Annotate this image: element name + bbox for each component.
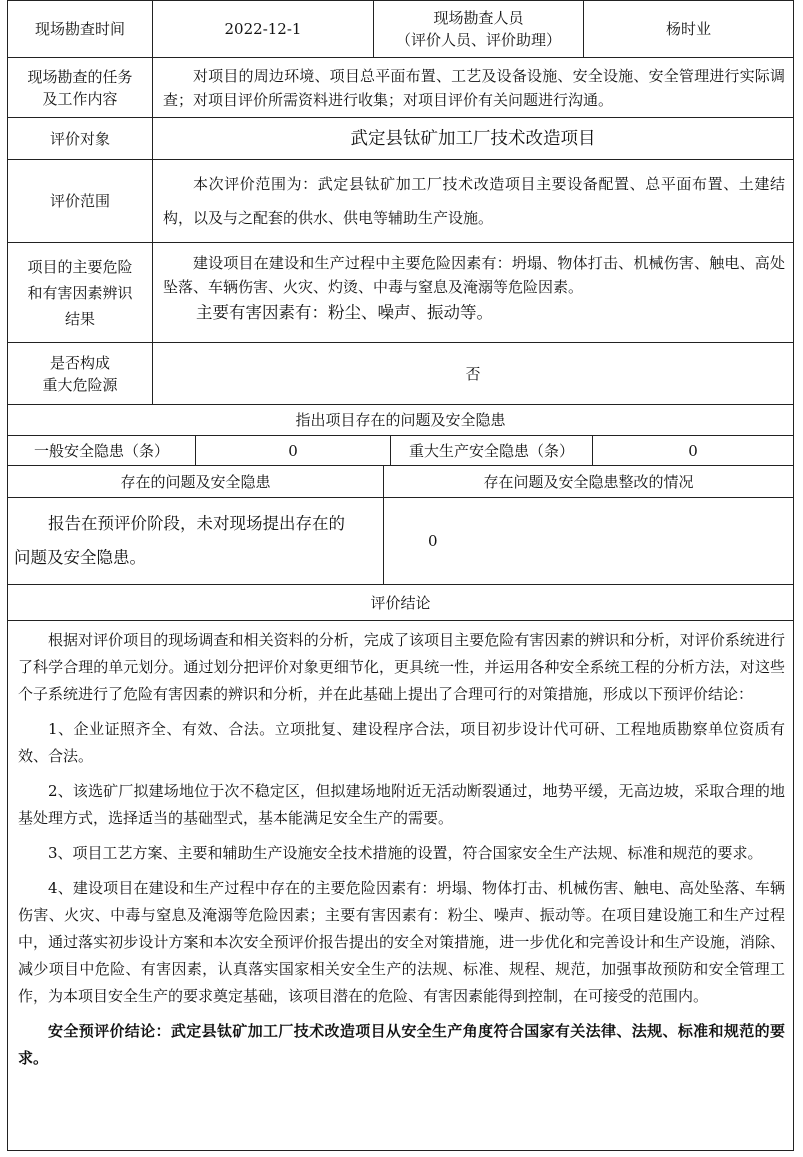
issues-detail-row <box>7 497 794 585</box>
evaluation-scope-content-cell <box>153 160 793 242</box>
conclusion-item-4: 4、建设项目在建设和生产过程中存在的主要危险因素有：坍塌、物体打击、机械伤害、触电、高处坠落、车辆伤害、火灾、中毒与窒息及淹溺等危险因素；主要有害因素有：粉尘、噪声、振动等。在项目建设施工和生产过程中，通过落实初步设计方案和本次安全预评价报告提出的安全对策措施，进一步优化和完善设计和生产设施，消除、减少项目中危险、有害因素，认真落实国家相关安全生产的法规、标准、规程、规范，加强事故预防和安全管理工作，为本项目安全生产的要求奠定基础，该项目潜在的危险、有害因素能得到控制，在可接受的范围内。 <box>18 879 785 1005</box>
hazard-count-row <box>7 435 794 466</box>
hazard-harmful-factors: 主要有害因素有：粉尘、噪声、振动等。 <box>196 303 493 322</box>
evaluation-scope-label: 评价范围 <box>49 192 110 210</box>
hazard-identification-label-cell <box>8 243 153 342</box>
hazard-identification-label-line2: 和有害因素辨识 <box>27 283 133 302</box>
conclusion-title: 评价结论 <box>370 593 431 612</box>
hazard-identification-label-line3: 结果 <box>64 309 95 328</box>
survey-task-label-line2: 及工作内容 <box>42 89 118 108</box>
evaluation-scope-row <box>7 159 794 243</box>
major-hazard-value: 否 <box>465 364 481 383</box>
major-hazard-label-line1: 是否构成 <box>49 353 110 372</box>
conclusion-item-2: 2、该选矿厂拟建场地位于次不稳定区，但拟建场地附近无活动断裂通过，地势平缓，无高边坡，采取合理的地基处理方式，选择适当的基础型式，基本能满足安全生产的需要。 <box>18 782 785 827</box>
major-production-hazard-label-cell <box>391 436 593 465</box>
survey-time-label-cell <box>8 1 153 57</box>
existing-issues-header: 存在的问题及安全隐患 <box>120 472 271 491</box>
survey-time-value-cell <box>153 1 374 57</box>
existing-issues-cell <box>8 498 384 584</box>
evaluation-object-label: 评价对象 <box>49 129 110 148</box>
evaluation-object-row <box>7 117 794 160</box>
issues-header-row <box>7 465 794 498</box>
evaluation-object-value-cell <box>153 118 793 159</box>
major-production-hazard-value: 0 <box>688 441 698 460</box>
issues-title-cell <box>8 405 793 435</box>
existing-issues-header-cell <box>8 466 384 497</box>
survey-task-content-cell <box>153 58 793 117</box>
major-hazard-row <box>7 342 794 405</box>
survey-task-row <box>7 57 794 118</box>
conclusion-item-1: 1、企业证照齐全、有效、合法。立项批复、建设程序合法，项目初步设计代可研、工程地质勘察单位资质有效、合法。 <box>18 720 785 765</box>
evaluation-scope-label-cell <box>8 160 153 242</box>
conclusion-item-3: 3、项目工艺方案、主要和辅助生产设施安全技术措施的设置，符合国家安全生产法规、标准和规范的要求。 <box>48 844 763 862</box>
survey-staff-value: 杨时业 <box>665 20 711 38</box>
evaluation-scope-content: 本次评价范围为：武定县钛矿加工厂技术改造项目主要设备配置、总平面布置、土建结构，以及与之配套的供水、供电等辅助生产设施。 <box>163 175 785 227</box>
major-hazard-label-line2: 重大危险源 <box>42 375 118 394</box>
general-hazard-label: 一般安全隐患（条） <box>33 441 169 460</box>
survey-time-value: 2022-12-1 <box>224 20 302 38</box>
survey-staff-value-cell <box>584 1 793 57</box>
conclusion-final: 安全预评价结论：武定县钛矿加工厂技术改造项目从安全生产角度符合国家有关法律、法规、标准和规范的要求。 <box>18 1022 785 1067</box>
existing-issues-line2: 问题及安全隐患。 <box>14 548 146 567</box>
conclusion-title-cell <box>8 585 793 620</box>
rectification-cell <box>384 498 793 584</box>
survey-time-row <box>7 0 794 58</box>
survey-staff-label-line2: （评价人员、评价助理） <box>395 31 561 49</box>
hazard-identification-content-cell <box>153 243 793 342</box>
issues-title-row <box>7 404 794 436</box>
hazard-identification-row <box>7 242 794 343</box>
survey-task-content: 对项目的周边环境、项目总平面布置、工艺及设备设施、安全设施、安全管理进行实际调查；对项目评价所需资料进行收集；对项目评价有关问题进行沟通。 <box>163 66 785 109</box>
survey-task-label-line1: 现场勘查的任务 <box>27 67 133 86</box>
hazard-identification-label-line1: 项目的主要危险 <box>27 257 133 276</box>
evaluation-object-value: 武定县钛矿加工厂技术改造项目 <box>350 128 596 149</box>
survey-task-label-cell <box>8 58 153 117</box>
evaluation-object-label-cell <box>8 118 153 159</box>
hazard-risk-factors: 建设项目在建设和生产过程中主要危险因素有：坍塌、物体打击、机械伤害、触电、高处坠落、车辆伤害、火灾、灼烫、中毒与窒息及淹溺等危险因素。 <box>163 254 785 296</box>
conclusion-body-row <box>7 620 794 1151</box>
general-hazard-label-cell <box>8 436 196 465</box>
issues-title: 指出项目存在的问题及安全隐患 <box>295 411 506 429</box>
conclusion-title-row <box>7 584 794 621</box>
conclusion-intro: 根据对评价项目的现场调查和相关资料的分析，完成了该项目主要危险有害因素的辨识和分析，对评价系统进行了科学合理的单元划分。通过划分把评价对象更细节化，更具统一性，并运用各种安全系统工程的分析方法，对这些个子系统进行了危险有害因素的辨识和分析，并在此基础上提出了合理可行的对策措施，形成以下预评价结论： <box>18 631 785 703</box>
survey-staff-label-cell <box>374 1 584 57</box>
general-hazard-value-cell <box>196 436 391 465</box>
existing-issues-line1: 报告在预评价阶段，未对现场提出存在的 <box>48 514 345 533</box>
rectification-header: 存在问题及安全隐患整改的情况 <box>483 472 694 491</box>
rectification-header-cell <box>384 466 793 497</box>
survey-staff-label-line1: 现场勘查人员 <box>433 9 524 27</box>
rectification-value: 0 <box>428 532 438 550</box>
major-hazard-value-cell <box>153 343 793 404</box>
general-hazard-value: 0 <box>288 441 298 460</box>
major-production-hazard-value-cell <box>593 436 793 465</box>
major-hazard-label-cell <box>8 343 153 404</box>
survey-time-label: 现场勘查时间 <box>34 20 125 38</box>
major-production-hazard-label: 重大生产安全隐患（条） <box>408 441 574 460</box>
